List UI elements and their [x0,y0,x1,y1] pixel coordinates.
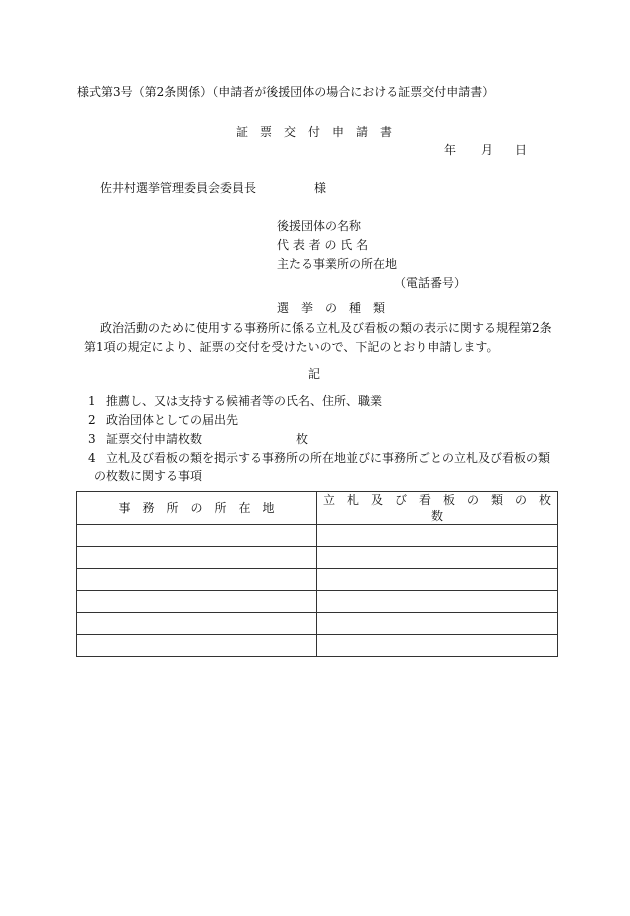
office-address-cell[interactable] [77,613,317,635]
item-4-number: 4 [88,451,96,465]
applicant-office-address-label: 主たる事業所の所在地 [277,257,398,271]
item-3-unit: 枚 [296,432,309,446]
sign-count-cell[interactable] [317,591,558,613]
date-year-label: 年 [444,143,457,157]
body-paragraph-line-1: 政治活動のために使用する事務所に係る立札及び看板の類の表示に関する規程第2条 [100,321,552,335]
table-row [77,591,558,613]
office-address-cell[interactable] [77,569,317,591]
item-3-number: 3 [88,432,96,446]
sign-count-cell[interactable] [317,525,558,547]
addressee: 佐井村選挙管理委員会委員長 [100,181,257,195]
form-header: 様式第3号（第2条関係）（申請者が後援団体の場合における証票交付申請書） [77,85,495,99]
sign-count-cell[interactable] [317,635,558,657]
office-signs-table [76,491,564,657]
item-4-text: 立札及び看板の類を掲示する事務所の所在地並びに事務所ごとの立札及び看板の類 [106,451,551,465]
table-row [77,569,558,591]
honorific: 様 [314,181,327,195]
item-2-text: 政治団体としての届出先 [106,413,239,427]
ki-heading: 記 [308,367,321,381]
office-address-cell[interactable] [77,591,317,613]
election-type-label: 選 挙 の 種 類 [277,301,386,315]
table-row [77,613,558,635]
item-3-text: 証票交付申請枚数 [106,432,203,446]
office-address-cell[interactable] [77,635,317,657]
header-office-address: 事 務 所 の 所 在 地 [77,492,317,525]
body-paragraph-line-2: 第1項の規定により、証票の交付を受けたいので、下記のとおり申請します。 [84,340,499,354]
form-title: 証 票 交 付 申 請 書 [236,125,393,139]
applicant-representative-label: 代 表 者 の 氏 名 [277,238,369,252]
item-4-text-continued: の枚数に関する事項 [94,469,203,483]
item-1-number: 1 [88,394,96,408]
table-row [77,547,558,569]
office-address-cell[interactable] [77,547,317,569]
table-row [77,525,558,547]
table-header-row [77,492,558,525]
sign-count-cell[interactable] [317,547,558,569]
applicant-org-name-label: 後援団体の名称 [277,219,362,233]
table-row [77,635,558,657]
sign-count-cell[interactable] [317,613,558,635]
applicant-phone-label: （電話番号） [394,276,467,290]
office-address-cell[interactable] [77,525,317,547]
header-sign-count: 立 札 及 び 看 板 の 類 の 枚 数 [317,492,558,525]
sign-count-cell[interactable] [317,569,558,591]
date-month-label: 月 [481,143,494,157]
item-2-number: 2 [88,413,96,427]
date-day-label: 日 [515,143,528,157]
item-1-text: 推薦し、又は支持する候補者等の氏名、住所、職業 [106,394,383,408]
